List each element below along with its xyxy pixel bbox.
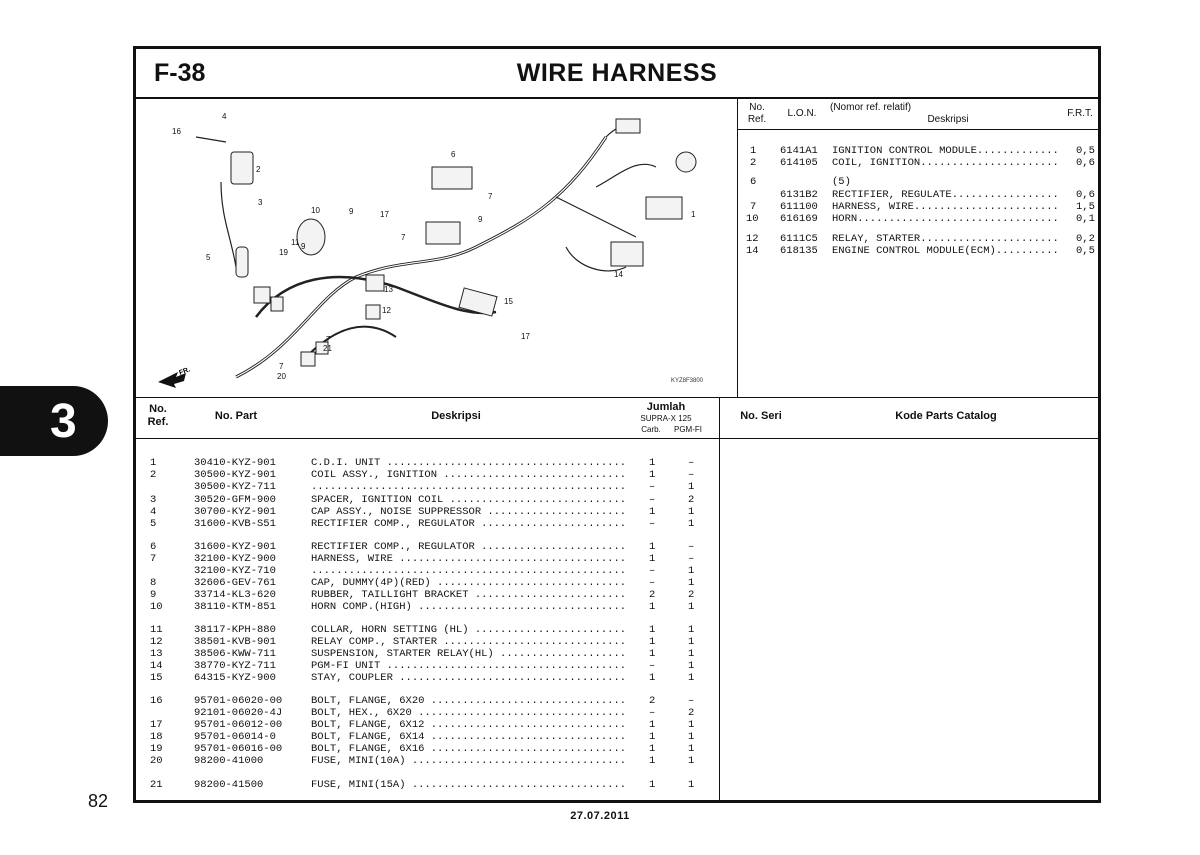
cell-pgm: 1 [688,743,695,755]
page-header [136,49,1098,99]
print-date: 27.07.2011 [570,810,630,822]
ref-row: 10 616169 HORN................................ 0,1 [746,213,1095,225]
cell-part: 30700-KYZ-901 [194,506,276,518]
ref-row: 2 614105 COIL, IGNITION...................... 0,6 [750,157,1095,169]
cell-pgm: – [688,457,695,469]
ref-row: 12 6111C5 RELAY, STARTER...................... 0,2 [746,233,1095,245]
callout-label: 9 [349,207,354,216]
cell-carb: – [649,707,656,719]
page-number: 82 [88,791,109,811]
cell-carb: 1 [649,457,656,469]
cell-desc: COLLAR, HORN SETTING (HL) ........................ [311,624,627,636]
cell-part: 95701-06020-00 [194,695,283,707]
cell-carb: – [649,518,656,530]
cell-ref: 3 [150,494,157,506]
cell-ref: 16 [150,695,163,707]
cell-carb: – [649,565,656,577]
cell-carb: 1 [649,506,656,518]
cell-ref: 4 [150,506,157,518]
cell-ref: 5 [150,518,157,530]
cell-part: 30500-KYZ-901 [194,469,276,481]
table-row [136,660,1098,672]
cell-carb: 1 [649,541,656,553]
callout-label: 7 [401,233,406,242]
cell-pgm: – [688,553,695,565]
callout-label: 20 [277,372,286,381]
cell-desc: RECTIFIER COMP., REGULATOR ....................... [311,518,627,530]
cell-ref: 11 [150,624,163,636]
cell-carb: 1 [649,601,656,613]
table-row [136,457,1098,469]
callout-label: 17 [380,210,389,219]
cell-ref: 20 [150,755,163,767]
column-divider [719,437,720,803]
cell-carb: – [649,660,656,672]
table-row [136,577,1098,589]
cell-ref: 13 [150,648,163,660]
cell-part: 32606-GEV-761 [194,577,276,589]
cell-carb: 1 [649,553,656,565]
table-row [136,636,1098,648]
cell-desc: FUSE, MINI(10A) .................................. [311,755,627,767]
table-row [136,506,1098,518]
section-tab [0,386,108,456]
table-row [136,601,1098,613]
cell-carb: 1 [649,469,656,481]
cell-desc: BOLT, HEX., 6X20 ................................. [311,707,627,719]
callout-label: 21 [323,344,332,353]
ref-header-deskripsi: Deskripsi [927,114,969,125]
cell-desc: CAP ASSY., NOISE SUPPRESSOR ...................... [311,506,627,518]
cell-ref: 9 [150,589,157,601]
callout-label: 9 [301,242,306,251]
cell-part: 95701-06012-00 [194,719,283,731]
callout-label: 7 [326,335,331,344]
front-direction-arrow [158,366,191,388]
cell-pgm: 1 [688,624,695,636]
cell-pgm: 1 [688,660,695,672]
callout-label: 14 [614,270,623,279]
table-row [136,565,1098,577]
table-row [136,743,1098,755]
cell-carb: 1 [649,731,656,743]
cell-ref: 8 [150,577,157,589]
cell-pgm: 1 [688,481,695,493]
cell-ref: 18 [150,731,163,743]
cell-carb: 1 [649,672,656,684]
cell-desc: BOLT, FLANGE, 6X20 ............................... [311,695,627,707]
cell-part: 32100-KYZ-710 [194,565,276,577]
col-header-model: SUPRA-X 125 [640,414,692,423]
callout-label: 15 [504,297,513,306]
col-header-ref: No. Ref. [147,403,169,428]
cell-part: 38770-KYZ-711 [194,660,276,672]
cell-carb: 1 [649,648,656,660]
cell-ref: 15 [150,672,163,684]
cell-desc: STAY, COUPLER .................................... [311,672,627,684]
cell-pgm: 1 [688,506,695,518]
table-row [136,494,1098,506]
cell-pgm: 1 [688,719,695,731]
cell-desc: C.D.I. UNIT ...................................... [311,457,627,469]
section-number: 3 [50,395,77,448]
cell-desc: .................................................. [311,481,627,493]
cell-part: 38506-KWW-711 [194,648,276,660]
cell-desc: PGM-FI UNIT ...................................... [311,660,627,672]
cell-carb: 2 [649,695,656,707]
cell-carb: 1 [649,779,656,791]
col-header-deskripsi: Deskripsi [431,410,481,422]
table-row [136,731,1098,743]
col-header-kode: Kode Parts Catalog [895,410,997,422]
ref-header-nomor: (Nomor ref. relatif) [830,102,912,113]
cell-carb: – [649,481,656,493]
cell-carb: 1 [649,755,656,767]
cell-ref: 12 [150,636,163,648]
cell-desc: RECTIFIER COMP., REGULATOR ....................... [311,541,627,553]
cell-ref: 2 [150,469,157,481]
table-row [136,779,1098,791]
labor-reference-panel [738,97,1098,397]
cell-pgm: 1 [688,565,695,577]
cell-part: 98200-41000 [194,755,264,767]
callout-label: 4 [222,112,227,121]
callout-label: 1 [691,210,696,219]
cell-part: 98200-41500 [194,779,264,791]
figure-code: F-38 [154,59,206,87]
cell-ref: 17 [150,719,163,731]
catalog-page-frame [133,46,1101,803]
table-row [136,469,1098,481]
cell-carb: 2 [649,589,656,601]
callout-label: 10 [311,206,320,215]
cell-desc: SUSPENSION, STARTER RELAY(HL) .................... [311,648,627,660]
cell-pgm: 1 [688,731,695,743]
exploded-diagram [136,97,738,397]
table-row [136,624,1098,636]
table-row [136,648,1098,660]
cell-ref: 6 [150,541,157,553]
ref-header-lon: L.O.N. [787,108,817,119]
ref-row: 6 (5) [750,176,851,188]
ref-row: 7 611100 HARNESS, WIRE....................... 1,5 [750,201,1095,213]
cell-pgm: 1 [688,601,695,613]
ref-header-frt: F.R.T. [1067,108,1093,119]
cell-carb: 1 [649,719,656,731]
cell-desc: .................................................. [311,565,627,577]
svg-text:FR.: FR. [178,366,192,377]
page-title: WIRE HARNESS [516,59,718,87]
callout-label: 6 [451,150,456,159]
table-row [136,707,1098,719]
table-row [136,589,1098,601]
cell-desc: HORN COMP.(HIGH) ................................. [311,601,627,613]
ref-row: 14 618135 ENGINE CONTROL MODULE(ECM).......... 0,5 [746,245,1095,257]
cell-ref: 19 [150,743,163,755]
cell-part: 95701-06014-0 [194,731,276,743]
cell-pgm: 1 [688,755,695,767]
callout-label: 7 [279,362,284,371]
cell-desc: SPACER, IGNITION COIL ............................ [311,494,627,506]
callout-label: 17 [521,332,530,341]
callout-label: 11 [291,238,300,247]
table-row [136,518,1098,530]
cell-part: 38501-KVB-901 [194,636,276,648]
col-header-seri: No. Seri [740,410,782,422]
cell-desc: BOLT, FLANGE, 6X16 ............................... [311,743,627,755]
cell-pgm: 2 [688,494,695,506]
wire-harness-illustration [136,97,736,397]
cell-pgm: – [688,541,695,553]
cell-part: 95701-06016-00 [194,743,283,755]
cell-ref: 7 [150,553,157,565]
cell-pgm: 2 [688,589,695,601]
ref-row: 1 6141A1 IGNITION CONTROL MODULE............. 0,5 [750,145,1095,157]
table-row [136,553,1098,565]
cell-pgm: – [688,695,695,707]
cell-pgm: 1 [688,779,695,791]
cell-pgm: 1 [688,636,695,648]
table-row [136,719,1098,731]
ref-row: 6131B2 RECTIFIER, REGULATE................. 0,6 [780,189,1095,201]
cell-pgm: 1 [688,672,695,684]
cell-part: 31600-KVB-S51 [194,518,276,530]
cell-part: 92101-06020-4J [194,707,283,719]
callout-label: 16 [172,127,181,136]
cell-part: 38110-KTM-851 [194,601,276,613]
cell-desc: RUBBER, TAILLIGHT BRACKET ........................ [311,589,627,601]
cell-desc: HARNESS, WIRE .................................... [311,553,627,565]
cell-ref: 21 [150,779,163,791]
cell-pgm: 1 [688,648,695,660]
cell-desc: RELAY COMP., STARTER ............................. [311,636,627,648]
cell-ref: 14 [150,660,163,672]
col-header-pgmfi: PGM-FI [674,425,702,434]
cell-carb: – [649,494,656,506]
table-row [136,541,1098,553]
cell-part: 30410-KYZ-901 [194,457,276,469]
cell-carb: 1 [649,636,656,648]
table-row [136,672,1098,684]
callout-label: 9 [478,215,483,224]
callout-label: 12 [382,306,391,315]
cell-part: 33714-KL3-620 [194,589,276,601]
callout-label: 3 [258,198,263,207]
cell-part: 64315-KYZ-900 [194,672,276,684]
callout-label: 5 [206,253,211,262]
cell-carb: 1 [649,624,656,636]
cell-part: 32100-KYZ-900 [194,553,276,565]
drawing-code: KYZ8F3800 [671,378,704,384]
col-header-part: No. Part [214,410,258,422]
table-row [136,481,1098,493]
cell-part: 30520-GFM-900 [194,494,276,506]
table-row [136,695,1098,707]
cell-ref: 1 [150,457,157,469]
col-header-jumlah: Jumlah [646,401,686,413]
callout-label: 13 [384,285,393,294]
cell-desc: CAP, DUMMY(4P)(RED) .............................. [311,577,627,589]
cell-part: 38117-KPH-880 [194,624,276,636]
callout-label: 19 [279,248,288,257]
cell-carb: 1 [649,743,656,755]
ref-header-no: No. Ref. [747,102,767,125]
callout-label: 2 [256,165,261,174]
cell-ref: 10 [150,601,163,613]
cell-pgm: – [688,469,695,481]
parts-table-header [136,397,1098,439]
cell-desc: BOLT, FLANGE, 6X12 ............................... [311,719,627,731]
cell-carb: – [649,577,656,589]
cell-pgm: 1 [688,518,695,530]
cell-pgm: 1 [688,577,695,589]
col-header-carb: Carb. [641,425,661,434]
callout-label: 7 [488,192,493,201]
cell-desc: COIL ASSY., IGNITION ............................. [311,469,627,481]
cell-pgm: 2 [688,707,695,719]
table-row [136,755,1098,767]
cell-part: 30500-KYZ-711 [194,481,276,493]
cell-desc: BOLT, FLANGE, 6X14 ............................... [311,731,627,743]
cell-desc: FUSE, MINI(15A) .................................. [311,779,627,791]
cell-part: 31600-KYZ-901 [194,541,276,553]
